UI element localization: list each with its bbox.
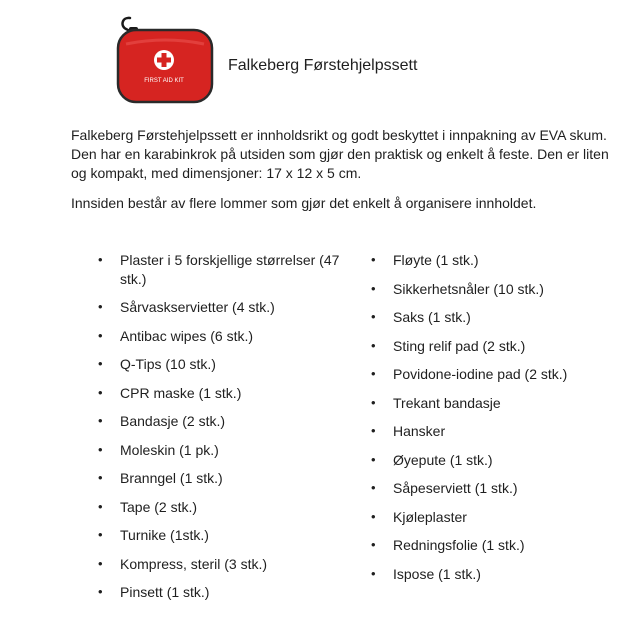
kit-label: FIRST AID KIT bbox=[144, 78, 184, 84]
list-item: • Branngel (1 stk.) bbox=[98, 469, 360, 488]
list-item: • Sting relif pad (2 stk.) bbox=[371, 337, 621, 356]
list-item: • Redningsfolie (1 stk.) bbox=[371, 536, 621, 555]
list-item: • Plaster i 5 forskjellige størrelser (47 stk.) bbox=[98, 251, 360, 288]
list-item: • Kjøleplaster bbox=[371, 508, 621, 527]
list-item: • CPR maske (1 stk.) bbox=[98, 384, 360, 403]
list-item: • Øyepute (1 stk.) bbox=[371, 451, 621, 470]
list-item: • Antibac wipes (6 stk.) bbox=[98, 327, 360, 346]
list-item: • Ispose (1 stk.) bbox=[371, 565, 621, 584]
list-item: • Turnike (1stk.) bbox=[98, 526, 360, 545]
list-item: • Pinsett (1 stk.) bbox=[98, 583, 360, 602]
list-item: • Hansker bbox=[371, 422, 621, 441]
contents-list-right bbox=[371, 251, 621, 593]
list-item: • Povidone-iodine pad (2 stk.) bbox=[371, 365, 621, 384]
list-item: • Sårvaskservietter (4 stk.) bbox=[98, 298, 360, 317]
contents-list-left bbox=[98, 251, 360, 612]
list-item: • Moleskin (1 pk.) bbox=[98, 441, 360, 460]
description-paragraph-1: Falkeberg Førstehjelpssett er innholdsrikt og godt beskyttet i innpakning av EVA skum. Den har en karabinkrok på utsiden som gjør den praktisk og enkelt å feste. Den er liten og kompakt, med dimensjoner: 17 x 12 x 5 cm. bbox=[71, 127, 609, 181]
list-item: • Tape (2 stk.) bbox=[98, 498, 360, 517]
list-item: • Såpeserviett (1 stk.) bbox=[371, 479, 621, 498]
list-item: • Sikkerhetsnåler (10 stk.) bbox=[371, 280, 621, 299]
list-item: • Q-Tips (10 stk.) bbox=[98, 355, 360, 374]
list-item: • Fløyte (1 stk.) bbox=[371, 251, 621, 270]
list-item: • Kompress, steril (3 stk.) bbox=[98, 555, 360, 574]
list-item: • Trekant bandasje bbox=[371, 394, 621, 413]
list-item: • Saks (1 stk.) bbox=[371, 308, 621, 327]
product-title: Falkeberg Førstehjelpssett bbox=[228, 57, 418, 74]
first-aid-kit-image bbox=[116, 14, 214, 104]
list-item: • Bandasje (2 stk.) bbox=[98, 412, 360, 431]
description-paragraph-2: Innsiden består av flere lommer som gjør det enkelt å organisere innholdet. bbox=[71, 195, 537, 211]
